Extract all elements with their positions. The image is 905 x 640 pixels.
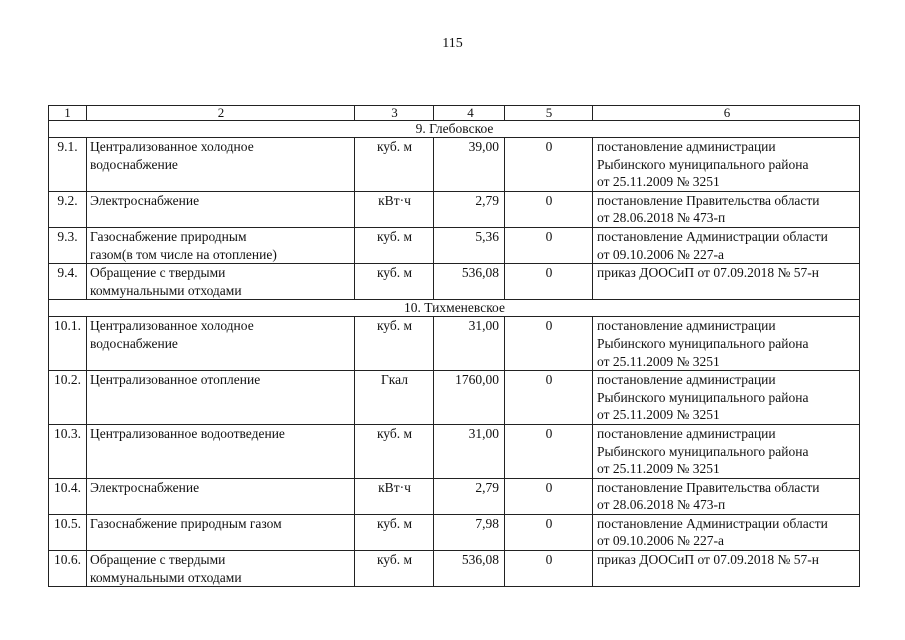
legal-basis: постановление Администрации области от 09.10.2006 № 227-а (593, 514, 860, 550)
service-name: Централизованное холодное водоснабжение (87, 317, 355, 371)
column-header-1: 1 (49, 106, 87, 121)
service-name: Централизованное отопление (87, 371, 355, 425)
column-5-value: 0 (505, 551, 593, 587)
unit-of-measure: кВт·ч (355, 191, 434, 227)
service-name: Электроснабжение (87, 478, 355, 514)
section-header-row (49, 300, 860, 317)
norm-value: 7,98 (434, 514, 505, 550)
column-header-4: 4 (434, 106, 505, 121)
unit-of-measure: куб. м (355, 424, 434, 478)
legal-basis: постановление Администрации области от 09.10.2006 № 227-а (593, 227, 860, 263)
row-number: 10.6. (49, 551, 87, 587)
column-5-value: 0 (505, 138, 593, 192)
row-number: 10.3. (49, 424, 87, 478)
legal-basis: постановление администрации Рыбинского муниципального района от 25.11.2009 № 3251 (593, 424, 860, 478)
table-row (49, 551, 860, 587)
service-name: Газоснабжение природным газом (87, 514, 355, 550)
norm-value: 2,79 (434, 478, 505, 514)
column-5-value: 0 (505, 514, 593, 550)
table-row (49, 424, 860, 478)
row-number: 9.4. (49, 264, 87, 300)
unit-of-measure: кВт·ч (355, 478, 434, 514)
page-number: 115 (442, 36, 463, 51)
column-header-2: 2 (87, 106, 355, 121)
norm-value: 536,08 (434, 551, 505, 587)
table-row (49, 227, 860, 263)
unit-of-measure: куб. м (355, 227, 434, 263)
unit-of-measure: куб. м (355, 514, 434, 550)
service-name: Электроснабжение (87, 191, 355, 227)
column-5-value: 0 (505, 317, 593, 371)
section-header-row (49, 121, 860, 138)
column-header-3: 3 (355, 106, 434, 121)
section-title: 10. Тихменевское (49, 300, 860, 317)
row-number: 10.2. (49, 371, 87, 425)
service-name: Обращение с твердыми коммунальными отходами (87, 264, 355, 300)
row-number: 9.1. (49, 138, 87, 192)
legal-basis: постановление администрации Рыбинского муниципального района от 25.11.2009 № 3251 (593, 371, 860, 425)
norm-value: 39,00 (434, 138, 505, 192)
unit-of-measure: куб. м (355, 551, 434, 587)
norm-value: 536,08 (434, 264, 505, 300)
service-name: Централизованное холодное водоснабжение (87, 138, 355, 192)
unit-of-measure: куб. м (355, 317, 434, 371)
service-name: Газоснабжение природным газом(в том числе на отопление) (87, 227, 355, 263)
service-name: Централизованное водоотведение (87, 424, 355, 478)
legal-basis: приказ ДООСиП от 07.09.2018 № 57-н (593, 551, 860, 587)
column-header-row (49, 106, 860, 121)
row-number: 9.3. (49, 227, 87, 263)
row-number: 10.1. (49, 317, 87, 371)
unit-of-measure: куб. м (355, 138, 434, 192)
norm-value: 31,00 (434, 424, 505, 478)
legal-basis: постановление Правительства области от 28.06.2018 № 473-п (593, 191, 860, 227)
table-row (49, 264, 860, 300)
table-row (49, 514, 860, 550)
table-row (49, 371, 860, 425)
column-5-value: 0 (505, 264, 593, 300)
column-5-value: 0 (505, 478, 593, 514)
unit-of-measure: куб. м (355, 264, 434, 300)
column-header-6: 6 (593, 106, 860, 121)
table-row (49, 191, 860, 227)
row-number: 9.2. (49, 191, 87, 227)
tariff-table-body (49, 106, 860, 587)
legal-basis: приказ ДООСиП от 07.09.2018 № 57-н (593, 264, 860, 300)
norm-value: 31,00 (434, 317, 505, 371)
row-number: 10.4. (49, 478, 87, 514)
legal-basis: постановление администрации Рыбинского муниципального района от 25.11.2009 № 3251 (593, 317, 860, 371)
norm-value: 5,36 (434, 227, 505, 263)
norm-value: 1760,00 (434, 371, 505, 425)
unit-of-measure: Гкал (355, 371, 434, 425)
column-5-value: 0 (505, 371, 593, 425)
table-row (49, 138, 860, 192)
column-5-value: 0 (505, 191, 593, 227)
column-header-5: 5 (505, 106, 593, 121)
table-row (49, 478, 860, 514)
table-row (49, 317, 860, 371)
tariff-table (48, 105, 860, 587)
service-name: Обращение с твердыми коммунальными отходами (87, 551, 355, 587)
legal-basis: постановление администрации Рыбинского муниципального района от 25.11.2009 № 3251 (593, 138, 860, 192)
section-title: 9. Глебовское (49, 121, 860, 138)
column-5-value: 0 (505, 227, 593, 263)
row-number: 10.5. (49, 514, 87, 550)
column-5-value: 0 (505, 424, 593, 478)
norm-value: 2,79 (434, 191, 505, 227)
legal-basis: постановление Правительства области от 28.06.2018 № 473-п (593, 478, 860, 514)
